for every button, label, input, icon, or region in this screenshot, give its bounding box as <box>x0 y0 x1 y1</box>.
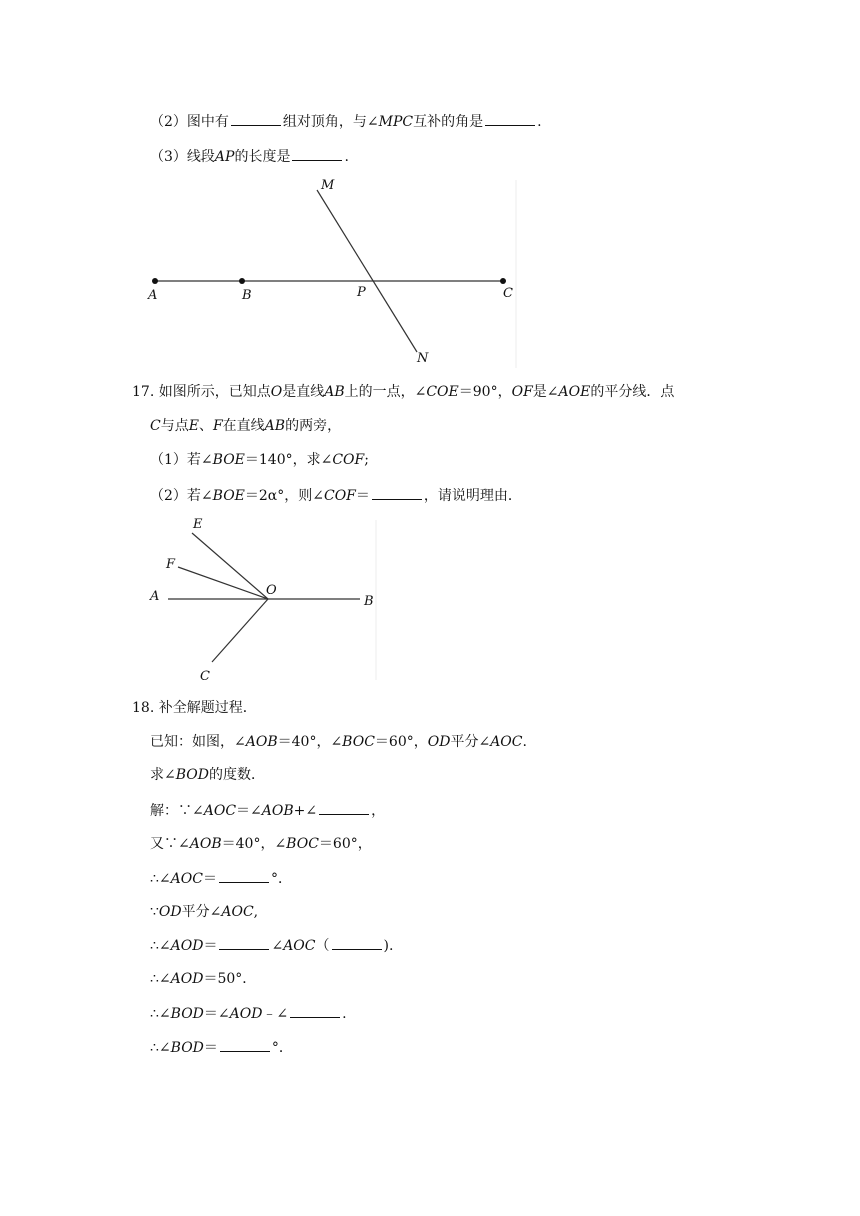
text-fragment: AOD <box>229 1006 263 1022</box>
answer-blank[interactable] <box>219 868 269 883</box>
text-fragment: . <box>537 114 542 130</box>
text-fragment: 互补的角是 <box>413 114 484 130</box>
text-fragment: ＝2α°，则∠ <box>244 488 324 504</box>
answer-blank[interactable] <box>220 1037 270 1052</box>
text-fragment: 17. 如图所示，已知点 <box>132 384 271 400</box>
q18-step3 <box>150 868 292 889</box>
text-fragment: 又∵∠ <box>150 836 190 852</box>
text-fragment: ＝140°，求∠ <box>244 452 333 468</box>
text-fragment: ＝ <box>203 938 218 954</box>
q18-step8 <box>150 1037 293 1058</box>
text-fragment: ＝ <box>202 871 217 887</box>
text-fragment: BOC <box>342 734 375 750</box>
label-b: B <box>364 594 374 609</box>
text-fragment: MPC <box>378 114 414 130</box>
ray-of <box>178 567 268 599</box>
text-fragment: ∴∠ <box>150 1040 171 1056</box>
text-fragment: ＝40°，∠ <box>221 836 287 852</box>
text-fragment: ＝50°． <box>203 971 257 987</box>
text-fragment: BOE <box>212 488 245 504</box>
text-fragment: C <box>150 418 161 434</box>
answer-blank[interactable] <box>219 935 269 950</box>
q18-step1 <box>150 800 385 821</box>
q18-step4 <box>150 902 258 922</box>
text-fragment: 平分∠ <box>181 904 222 920</box>
label-c: C <box>200 669 210 684</box>
text-fragment: OF <box>511 384 533 400</box>
text-fragment: AOE <box>558 384 591 400</box>
q18-given <box>150 732 527 752</box>
label-f: F <box>166 557 176 572</box>
text-fragment: AOB <box>189 836 222 852</box>
text-fragment: （2）图中有 <box>150 114 229 130</box>
answer-blank[interactable] <box>290 1003 340 1018</box>
q18-title: 18. 补全解题过程． <box>132 700 257 716</box>
text-fragment: AOC <box>283 938 316 954</box>
text-fragment: BOC <box>286 836 319 852</box>
text-fragment: AB <box>324 384 345 400</box>
ray-oe <box>192 533 268 599</box>
text-fragment: AOC <box>221 904 254 920</box>
text-fragment: BOD <box>170 1006 204 1022</box>
text-fragment: AOC <box>490 734 523 750</box>
text-fragment: （ <box>315 938 330 954</box>
text-fragment: ＝40°，∠ <box>277 734 343 750</box>
text-fragment: F <box>212 418 223 434</box>
text-fragment: . <box>342 1006 347 1022</box>
q18-step7 <box>150 1003 347 1024</box>
label-a: A <box>150 589 160 604</box>
text-fragment: AB <box>264 418 286 434</box>
text-fragment: 的长度是 <box>234 149 291 165</box>
answer-blank[interactable] <box>319 800 369 815</box>
text-fragment: COF <box>323 488 356 504</box>
text-fragment: ＝60°， <box>374 734 428 750</box>
text-fragment: ＝60°， <box>318 836 372 852</box>
text-fragment: 求∠ <box>150 767 176 783</box>
text-fragment: , <box>253 904 259 920</box>
label-n: N <box>417 351 429 366</box>
answer-blank[interactable] <box>332 935 382 950</box>
text-fragment: COE <box>426 384 459 400</box>
text-fragment: 的两旁， <box>285 418 342 434</box>
text-fragment: ＝∠ <box>203 1006 230 1022</box>
text-fragment: 的平分线．点 <box>590 384 675 400</box>
text-fragment: ＝∠ <box>236 803 262 819</box>
text-fragment: 组对顶角，与∠ <box>282 114 379 130</box>
q18-ask <box>150 765 265 785</box>
label-m: M <box>321 178 335 193</box>
text-fragment: O <box>270 384 283 400</box>
label-e: E <box>193 517 203 532</box>
text-fragment: ∴∠ <box>150 971 171 987</box>
text-fragment: ﹣∠ <box>262 1006 289 1022</box>
text-fragment: ＝ <box>203 1040 218 1056</box>
text-fragment: 已知：如图，∠ <box>150 734 246 750</box>
q18-step6 <box>150 969 256 989</box>
text-fragment: 上的一点，∠ <box>344 384 427 400</box>
text-fragment: AP <box>214 149 235 165</box>
label-c: C <box>503 286 513 301</box>
text-fragment: ). <box>383 938 394 954</box>
text-fragment: AOB <box>261 803 294 819</box>
text-fragment: 解：∵∠ <box>150 803 204 819</box>
text-fragment: BOD <box>175 767 209 783</box>
label-p: P <box>357 285 366 300</box>
text-fragment: （2）若∠ <box>150 488 213 504</box>
text-fragment: AOD <box>170 938 204 954</box>
text-fragment: COF <box>332 452 365 468</box>
text-fragment: 平分∠ <box>450 734 491 750</box>
text-fragment: °． <box>270 871 292 887</box>
text-fragment: 是直线 <box>282 384 325 400</box>
text-fragment: AOB <box>245 734 278 750</box>
text-fragment: AOD <box>170 971 204 987</box>
q18-step2 <box>150 834 372 854</box>
text-fragment: AOC <box>170 871 203 887</box>
text-fragment: BOE <box>212 452 245 468</box>
text-fragment: °． <box>271 1040 293 1056</box>
label-b: B <box>242 288 252 303</box>
text-fragment: OD <box>158 904 182 920</box>
text-fragment: ， <box>371 803 386 819</box>
label-o: O <box>266 583 277 598</box>
text-fragment: ＝90°， <box>458 384 512 400</box>
text-fragment: ∴∠ <box>150 871 171 887</box>
text-fragment: . <box>344 149 349 165</box>
text-fragment: BOD <box>170 1040 204 1056</box>
text-fragment: +∠ <box>293 803 318 819</box>
text-fragment: 是∠ <box>532 384 559 400</box>
text-fragment: 与点 <box>160 418 189 434</box>
text-fragment: 的度数． <box>208 767 265 783</box>
text-fragment: ，请说明理由． <box>423 488 522 504</box>
text-fragment: ∴∠ <box>150 938 171 954</box>
text-fragment: . <box>522 734 527 750</box>
text-fragment: ＝ <box>355 488 370 504</box>
text-fragment: AOC <box>203 803 237 819</box>
text-fragment: E <box>188 418 199 434</box>
text-fragment: 在直线 <box>222 418 265 434</box>
text-fragment: ∵ <box>150 904 159 920</box>
label-a: A <box>148 288 158 303</box>
ray-oc <box>212 599 268 662</box>
text-fragment: 、 <box>198 418 213 434</box>
text-fragment: ∴∠ <box>150 1006 171 1022</box>
text-fragment: ; <box>364 452 369 468</box>
text-fragment: ∠ <box>271 938 284 954</box>
text-fragment: （1）若∠ <box>150 452 213 468</box>
text-fragment: OD <box>427 734 451 750</box>
text-fragment: （3）线段 <box>150 149 215 165</box>
q18-step5 <box>150 935 393 956</box>
